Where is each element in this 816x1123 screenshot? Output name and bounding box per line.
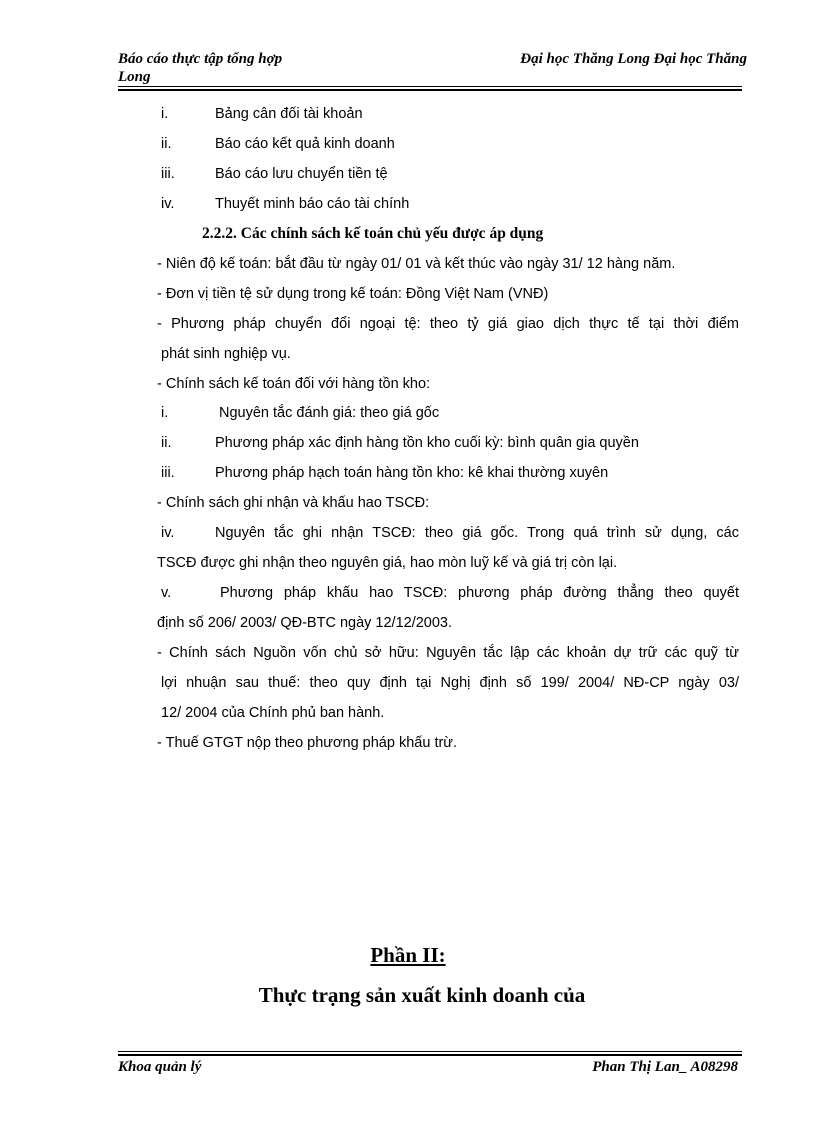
policy-inventory-heading: - Chính sách kế toán đối với hàng tồn kho: bbox=[157, 376, 431, 392]
part-label: Phần II: bbox=[370, 943, 446, 967]
inventory-num: ii. bbox=[161, 435, 172, 451]
report-list-item: Báo cáo kết quả kinh doanh bbox=[215, 136, 395, 152]
fixed-asset-depreciation-line1: Phương pháp khấu hao TSCĐ: phương pháp đường thẳng theo quyết bbox=[220, 585, 739, 601]
report-list-num: i. bbox=[161, 106, 169, 122]
inventory-item: Nguyên tắc đánh giá: theo giá gốc bbox=[219, 405, 440, 421]
header-report-title-wrap: Long bbox=[118, 69, 151, 85]
header-university: Đại học Thăng Long Đại học Thăng bbox=[520, 51, 747, 67]
policy-fixed-asset-heading: - Chính sách ghi nhận và khấu hao TSCĐ: bbox=[157, 495, 430, 511]
inventory-num: i. bbox=[161, 405, 169, 421]
fixed-asset-recognition-line1: Nguyên tắc ghi nhận TSCĐ: theo giá gốc. Trong quá trình sử dụng, các bbox=[215, 525, 739, 541]
footer-author: Phan Thị Lan_ A08298 bbox=[592, 1059, 738, 1075]
footer-department: Khoa quản lý bbox=[118, 1059, 202, 1075]
policy-equity-line1: - Chính sách Nguồn vốn chủ sở hữu: Nguyên tắc lập các khoản dự trữ các quỹ từ bbox=[157, 645, 739, 661]
policy-fx-line2: phát sinh nghiệp vụ. bbox=[161, 346, 291, 362]
header-rule-bottom bbox=[118, 89, 742, 91]
policy-equity-line3: 12/ 2004 của Chính phủ ban hành. bbox=[161, 705, 385, 721]
part-title: Thực trạng sản xuất kinh doanh của bbox=[258, 983, 586, 1007]
fixed-asset-num: iv. bbox=[161, 525, 175, 541]
report-list-item: Bảng cân đối tài khoản bbox=[215, 106, 363, 122]
section-title: 2.2.2. Các chính sách kế toán chủ yếu được áp dụng bbox=[202, 225, 544, 242]
header-report-title: Báo cáo thực tập tổng hợp bbox=[118, 51, 283, 67]
report-list-num: iv. bbox=[161, 196, 175, 212]
fixed-asset-depreciation-line2: định số 206/ 2003/ QĐ-BTC ngày 12/12/2003. bbox=[157, 615, 453, 631]
fixed-asset-num: v. bbox=[161, 585, 172, 601]
inventory-item: Phương pháp hạch toán hàng tồn kho: kê khai thường xuyên bbox=[215, 465, 609, 481]
policy-currency: - Đơn vị tiền tệ sử dụng trong kế toán: Đồng Việt Nam (VNĐ) bbox=[157, 286, 549, 302]
policy-fiscal-year: - Niên độ kế toán: bắt đầu từ ngày 01/ 01 và kết thúc vào ngày 31/ 12 hàng năm. bbox=[157, 256, 676, 272]
report-list-num: iii. bbox=[161, 166, 175, 182]
inventory-num: iii. bbox=[161, 465, 175, 481]
footer-rule-top bbox=[118, 1051, 742, 1052]
report-list-num: ii. bbox=[161, 136, 172, 152]
policy-fx-line1: - Phương pháp chuyển đổi ngoại tệ: theo tỷ giá giao dịch thực tế tại thời điểm bbox=[157, 316, 739, 332]
policy-equity-line2: lợi nhuận sau thuế: theo quy định tại Nghị định số 199/ 2004/ NĐ-CP ngày 03/ bbox=[161, 675, 739, 691]
fixed-asset-recognition-line2: TSCĐ được ghi nhận theo nguyên giá, hao mòn luỹ kế và giá trị còn lại. bbox=[157, 555, 618, 571]
report-list-item: Báo cáo lưu chuyển tiền tệ bbox=[215, 166, 388, 182]
header-rule-top bbox=[118, 86, 742, 87]
report-list-item: Thuyết minh báo cáo tài chính bbox=[215, 196, 410, 212]
inventory-item: Phương pháp xác định hàng tồn kho cuối kỳ: bình quân gia quyền bbox=[215, 435, 639, 451]
footer-rule-bottom bbox=[118, 1054, 742, 1056]
policy-vat: - Thuế GTGT nộp theo phương pháp khấu trừ. bbox=[157, 735, 458, 751]
